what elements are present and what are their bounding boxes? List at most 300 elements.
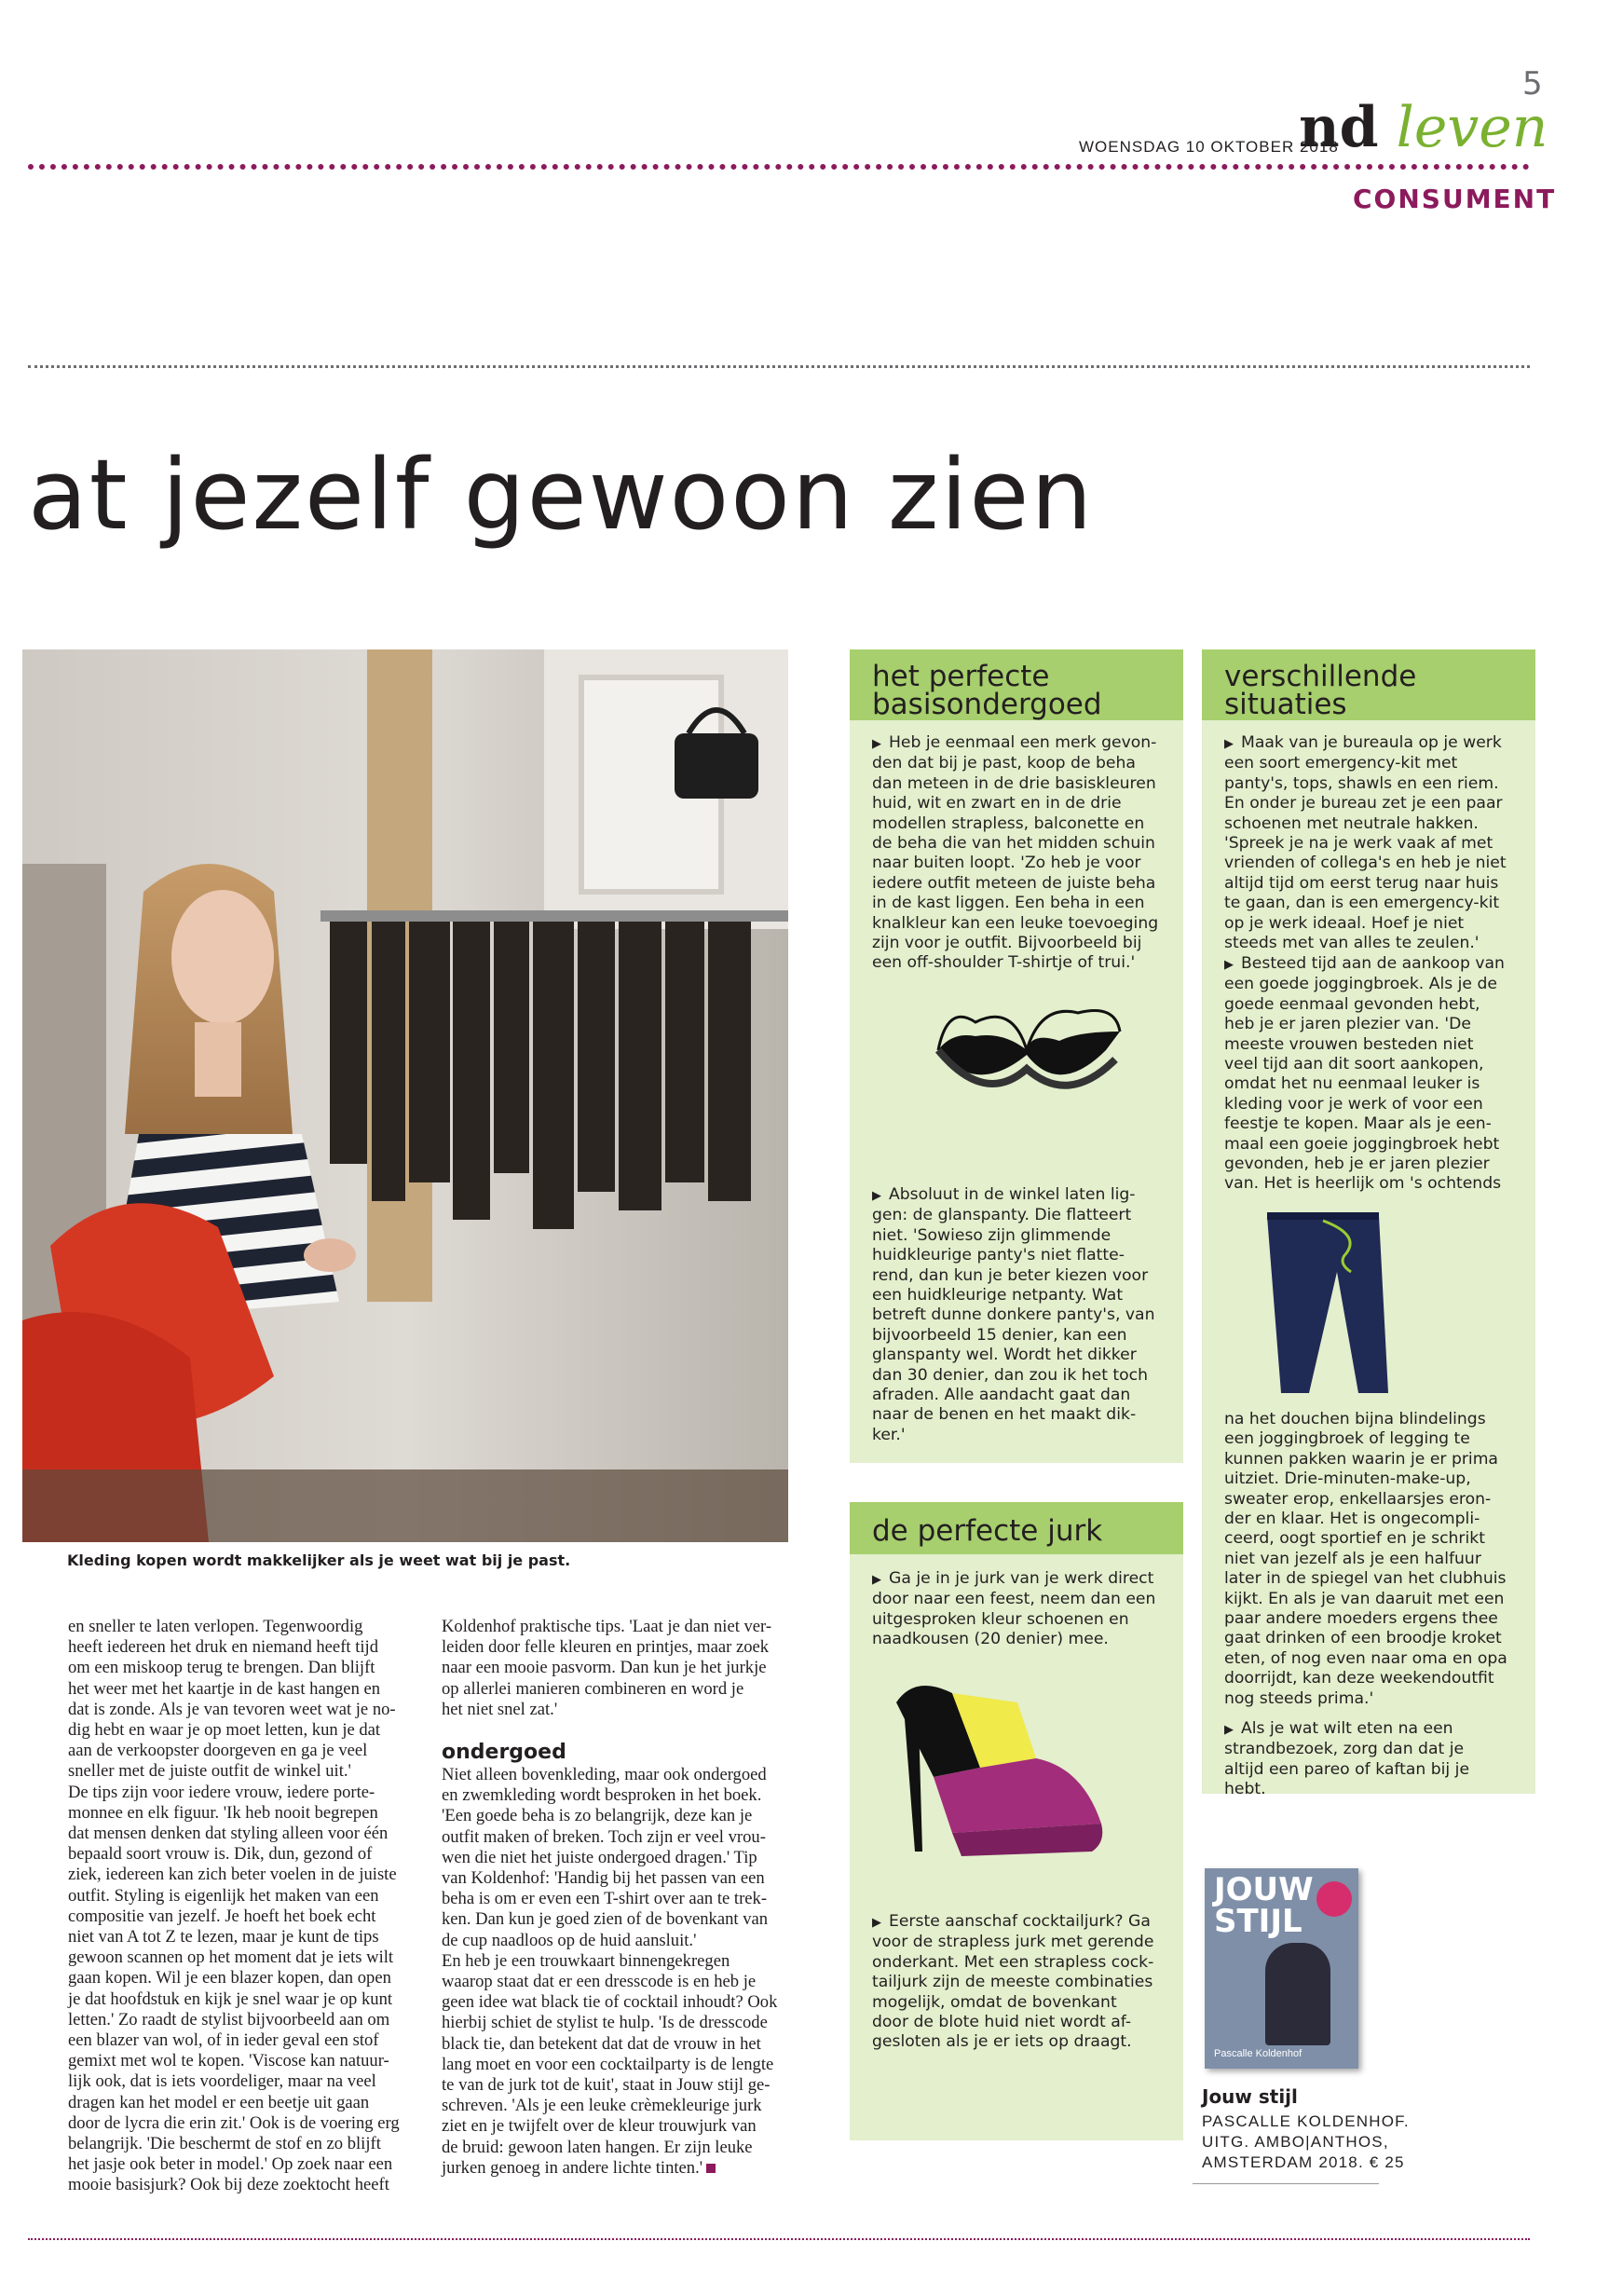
line-text: afraden. Alle aandacht gaat dan xyxy=(872,1386,1131,1405)
line-text: gemixt met wol te kopen. 'Viscose kan natuur- xyxy=(68,2051,389,2071)
tip-line xyxy=(872,1630,1170,1649)
line-text: outfit maken of breken. Toch zijn er veel vrou- xyxy=(442,1826,766,1847)
line-text: heb je er jaren plezier van. 'De xyxy=(1224,1015,1471,1034)
body-line xyxy=(442,1868,798,1889)
line-text: niet van jezelf als je een halfuur xyxy=(1224,1549,1481,1568)
line-text: gen: de glanspanty. Die flatteert xyxy=(872,1206,1132,1225)
body-line xyxy=(68,1761,424,1782)
line-text: dig hebt en waar je op moet letten, kun je dat xyxy=(68,1720,381,1741)
line-text: AMSTERDAM 2018. € 25 xyxy=(1202,2153,1405,2171)
body-line xyxy=(442,1909,798,1930)
line-text: Maak van je bureaula op je werk xyxy=(1241,733,1502,752)
triangle-bullet-icon: ▶ xyxy=(872,1189,881,1203)
tip-paragraph xyxy=(1224,733,1522,953)
line-text: naadkousen (20 denier) mee. xyxy=(872,1630,1109,1649)
line-text: monnee en elk figuur. 'Ik heb nooit begrepen xyxy=(68,1802,378,1823)
line-text: nog steeds prima.' xyxy=(1224,1688,1374,1708)
line-text: hebt. xyxy=(1224,1780,1266,1799)
mid-dotted-divider xyxy=(28,365,1530,368)
tip-line xyxy=(872,953,1170,973)
line-text: eten, of nog even naar oma en opa xyxy=(1224,1648,1507,1668)
tip-paragraph xyxy=(1224,1719,1522,1800)
body-line xyxy=(68,1927,424,1948)
tip-line xyxy=(872,1386,1170,1405)
tip-line xyxy=(1224,774,1522,794)
tip-line xyxy=(1224,975,1522,994)
tip-box-header xyxy=(850,1502,1183,1554)
body-line xyxy=(68,1803,424,1824)
body-line xyxy=(442,1785,798,1806)
line-text: lang moet en voor een cocktailparty is de lengte xyxy=(442,2054,774,2074)
tip-line xyxy=(1224,1550,1522,1569)
tip-line xyxy=(1224,995,1522,1015)
tip-line xyxy=(1224,1760,1522,1780)
line-text: mooie basisjurk? Ook bij deze zoektocht heeft xyxy=(68,2175,389,2195)
tip-line xyxy=(1224,1035,1522,1055)
line-text: bijvoorbeeld 15 denier, kan een xyxy=(872,1325,1127,1345)
line-text: in de kast liggen. Een beha in een xyxy=(872,894,1145,913)
shopping-woman-illustration xyxy=(22,649,788,1542)
body-line xyxy=(68,2051,424,2071)
book-cover-figure xyxy=(1265,1943,1330,2045)
line-text: niet. 'Sowieso zijn glimmende xyxy=(872,1225,1112,1245)
line-text: de cup naadloos op de huid aansluit.' xyxy=(442,1930,697,1950)
body-line xyxy=(442,1931,798,1951)
tip-line xyxy=(872,1973,1170,1992)
line-text: knalkleur kan een leuke toevoeging xyxy=(872,913,1159,933)
column2-intro xyxy=(442,1617,798,1720)
tip-line xyxy=(872,834,1170,854)
line-text: dragen kan het model er een beetje uit gaan xyxy=(68,2092,370,2112)
tip-line xyxy=(1224,733,1522,754)
tip-line xyxy=(1224,1649,1522,1669)
tip-line xyxy=(872,754,1170,773)
tip-box-title-line1: verschillende xyxy=(1224,660,1417,693)
line-text: De tips zijn voor iedere vrouw, iedere porte- xyxy=(68,1782,375,1802)
tip-line xyxy=(872,1346,1170,1365)
tip-line xyxy=(1224,1135,1522,1155)
tip-line xyxy=(1224,1629,1522,1648)
line-text: doorrijdt, kan deze weekendoutfit xyxy=(1224,1669,1494,1688)
body-line xyxy=(442,1972,798,1992)
line-text: hierbij schiet de stylist te hulp. 'Is de dresscode xyxy=(442,2013,768,2033)
tip-line xyxy=(872,1590,1170,1609)
tip-box-title: de perfecte jurk xyxy=(872,1514,1103,1548)
triangle-bullet-icon: ▶ xyxy=(872,737,881,751)
brand-nd: nd xyxy=(1299,95,1379,160)
line-text: door de lycra die erin zit.' Ook is de voering erg xyxy=(68,2112,400,2133)
triangle-bullet-icon: ▶ xyxy=(1224,737,1234,751)
line-text: huidkleurige panty's niet flatte- xyxy=(872,1246,1125,1265)
line-text: vrienden of collega's en heb je niet xyxy=(1224,854,1507,873)
line-text: voor de strapless jurk met gerende xyxy=(872,1933,1154,1952)
tip-line xyxy=(872,774,1170,794)
tip-box-title-line2: basisondergoed xyxy=(872,688,1102,721)
line-text: glanspanty wel. Wordt het dikker xyxy=(872,1346,1137,1365)
body-line xyxy=(68,1783,424,1803)
tip-box-title-line1: het perfecte xyxy=(872,660,1050,693)
tip-line xyxy=(1224,1740,1522,1759)
tip-line xyxy=(872,854,1170,873)
book-meta-line xyxy=(1202,2112,1410,2132)
body-line xyxy=(68,1906,424,1927)
line-text: ziet en je twijfelt over de kleur trouwjurk van xyxy=(442,2116,757,2137)
line-text: kunnen pakken waarin je er prima xyxy=(1224,1449,1498,1469)
body-line xyxy=(442,1889,798,1909)
tip-line xyxy=(1224,1055,1522,1074)
tip-line xyxy=(872,1246,1170,1265)
tip-line xyxy=(1224,1569,1522,1589)
body-line xyxy=(68,1700,424,1720)
line-text: omdat het nu eenmaal leuker is xyxy=(1224,1074,1480,1094)
line-text: het weer met het kaartje in de kast hangen en xyxy=(68,1678,381,1699)
line-text: iedere outfit meteen de juiste beha xyxy=(872,873,1156,893)
tip-line xyxy=(872,874,1170,894)
line-text: Besteed tijd aan de aankoop van xyxy=(1241,954,1505,973)
tip-paragraph xyxy=(872,1185,1170,1445)
tip-paragraph xyxy=(872,733,1170,974)
line-text: waarop staat dat er een dresscode is en heb je xyxy=(442,1972,757,1992)
book-cover xyxy=(1205,1868,1358,2069)
line-text: 'Een goede beha is zo belangrijk, deze kan je xyxy=(442,1806,753,1826)
line-text: ker.' xyxy=(872,1425,906,1444)
line-text: gaan kopen. Wil je een blazer kopen, dan open xyxy=(68,1968,391,1988)
body-line xyxy=(442,1827,798,1848)
tip-line xyxy=(872,1206,1170,1225)
body-line xyxy=(442,2055,798,2075)
line-text: veel tijd aan dit soort aankopen, xyxy=(1224,1055,1484,1074)
line-text: PASCALLE KOLDENHOF. xyxy=(1202,2112,1410,2130)
tip-line xyxy=(1224,894,1522,913)
body-line xyxy=(68,2093,424,2113)
body-line xyxy=(442,2138,798,2158)
tip-line xyxy=(872,1953,1170,1973)
line-text: niet van A tot Z te lezen, maar je kunt de tips xyxy=(68,1927,379,1948)
brand-leven: leven xyxy=(1396,95,1548,160)
line-text: gewoon scannen op het moment dat je iets wilt xyxy=(68,1948,394,1968)
section-label: CONSUMENT xyxy=(1353,184,1557,214)
tip-line xyxy=(872,894,1170,913)
tip-box-header xyxy=(1202,649,1535,720)
top-dotted-divider xyxy=(28,164,1530,170)
body-line xyxy=(68,2154,424,2175)
tip-line xyxy=(1224,1719,1522,1740)
end-mark-icon xyxy=(706,2164,716,2173)
tip-line xyxy=(872,934,1170,953)
line-text: compositie van jezelf. Je hoeft het boek echt xyxy=(68,1906,376,1926)
tip-line xyxy=(1224,794,1522,813)
body-line xyxy=(68,1989,424,2010)
article-photo xyxy=(22,649,788,1542)
tip-line xyxy=(1224,1114,1522,1134)
issue-date: WOENSDAG 10 OKTOBER 2018 xyxy=(1079,138,1339,156)
tip-line xyxy=(872,814,1170,834)
line-text: sneller met de juiste outfit de winkel uit.' xyxy=(68,1761,351,1782)
tip-line xyxy=(1224,1174,1522,1194)
book-cover-title-1: JOUW xyxy=(1214,1871,1314,1908)
line-text: ziek, iedereen kan zich beter voelen in de juiste xyxy=(68,1865,397,1885)
line-text: later in de spiegel van het clubhuis xyxy=(1224,1569,1507,1589)
line-text: je dat hoofdstuk en kijk je snel waar je op kunt xyxy=(68,1988,393,2009)
line-text: zijn voor je outfit. Bijvoorbeeld bij xyxy=(872,934,1142,953)
body-line xyxy=(442,2013,798,2033)
body-line xyxy=(68,1658,424,1678)
line-text: Niet alleen bovenkleding, maar ook ondergoed xyxy=(442,1765,767,1785)
line-text: En onder je bureau zet je een paar xyxy=(1224,794,1503,813)
line-text: door naar een feest, neem dan een xyxy=(872,1590,1156,1609)
body-line xyxy=(442,1679,798,1700)
tip-line xyxy=(1224,1490,1522,1510)
tip-line xyxy=(872,794,1170,813)
line-text: naar een mooie pasvorm. Dan kun je het jurkje xyxy=(442,1658,767,1678)
line-text: maal een goeie joggingbroek hebt xyxy=(1224,1134,1500,1154)
tip-line xyxy=(872,1993,1170,2013)
tip-line xyxy=(872,1226,1170,1246)
line-text: Heb je eenmaal een merk gevon- xyxy=(889,733,1157,752)
body-line xyxy=(68,2010,424,2030)
body-line xyxy=(68,1679,424,1700)
tip-box-header xyxy=(850,649,1183,720)
column2-body xyxy=(442,1765,798,2179)
triangle-bullet-icon: ▶ xyxy=(1224,1723,1234,1737)
line-text: na het douchen bijna blindelings xyxy=(1224,1410,1486,1428)
tip-line xyxy=(1224,1529,1522,1549)
line-text: gevonden, heb je er jaren plezier xyxy=(1224,1155,1490,1174)
line-text: leiden door felle kleuren en printjes, maar zoek xyxy=(442,1637,770,1658)
body-line xyxy=(68,1968,424,1988)
line-text: te van de jurk tot de kuit', staat in Jouw stijl ge- xyxy=(442,2075,771,2096)
line-text: meeste vrouwen besteden niet xyxy=(1224,1034,1474,1054)
tip-line xyxy=(1224,1450,1522,1469)
book-meta xyxy=(1202,2112,1410,2173)
line-text: een huidkleurige netpanty. Wat xyxy=(872,1286,1124,1305)
line-text: mogelijk, omdat de bovenkant xyxy=(872,1992,1117,2012)
line-text: Ga je in je jurk van je werk direct xyxy=(889,1569,1154,1588)
tip-line xyxy=(872,1286,1170,1305)
body-line xyxy=(442,1806,798,1826)
tip-line xyxy=(1224,854,1522,873)
tip-line xyxy=(1224,1429,1522,1449)
line-text: bepaald soort vrouw is. Dik, dun, gezond of xyxy=(68,1844,373,1865)
line-text: kleding voor je werk of voor een xyxy=(1224,1094,1483,1114)
line-text: Als je wat wilt eten na een xyxy=(1241,1719,1453,1738)
line-text: onderkant. Met een strapless cock- xyxy=(872,1952,1154,1972)
book-cover-author: Pascalle Koldenhof xyxy=(1214,2048,1302,2059)
line-text: van. Het is heerlijk om 's ochtends xyxy=(1224,1174,1502,1194)
book-cover-badge xyxy=(1316,1881,1352,1917)
line-text: rend, dan kun je beter kiezen voor xyxy=(872,1265,1149,1285)
body-line xyxy=(68,1886,424,1906)
tip-line xyxy=(872,2013,1170,2032)
body-line xyxy=(68,2134,424,2154)
line-text: op je werk ideaal. Hoef je niet xyxy=(1224,913,1465,933)
photo-caption: Kleding kopen wordt makkelijker als je weet wat bij je past. xyxy=(67,1551,571,1569)
book-title: Jouw stijl xyxy=(1202,2085,1298,2108)
line-text: goede eenmaal gevonden hebt, xyxy=(1224,994,1480,1014)
line-text: betreft dunne donkere panty's, van xyxy=(872,1305,1155,1325)
line-text: gesloten als je er iets op draagt. xyxy=(872,2032,1132,2052)
body-line xyxy=(442,1992,798,2013)
body-line xyxy=(68,2030,424,2051)
line-text: ceerd, oogt sportief en je schrikt xyxy=(1224,1529,1485,1549)
line-text: een soort emergency-kit met xyxy=(1224,754,1458,773)
tip-paragraph xyxy=(1224,1410,1522,1709)
line-text: geen idee wat black tie of cocktail inhoudt? Ook xyxy=(442,1992,778,2013)
tip-line xyxy=(1224,1590,1522,1609)
line-text: Absoluut in de winkel laten lig- xyxy=(889,1185,1136,1204)
body-line xyxy=(68,1948,424,1968)
line-text: Eerste aanschaf cocktailjurk? Ga xyxy=(889,1912,1151,1931)
tip-box-basisondergoed xyxy=(850,649,1183,1463)
body-line xyxy=(442,1700,798,1720)
line-text: huid, wit en zwart en in de drie xyxy=(872,794,1122,813)
line-text: tailjurk zijn de meeste combinaties xyxy=(872,1973,1153,1992)
line-text: ken. Dan kun je goed zien of de bovenkant van xyxy=(442,1909,769,1930)
tip-line xyxy=(872,2032,1170,2052)
body-line xyxy=(442,2096,798,2116)
tip-line xyxy=(1224,1469,1522,1489)
line-text: de beha die van het midden schuin xyxy=(872,834,1155,854)
line-text: strandbezoek, zorg dan dat je xyxy=(1224,1740,1465,1759)
tip-line xyxy=(872,733,1170,754)
body-line xyxy=(442,1658,798,1678)
brand-logo xyxy=(1299,95,1548,160)
line-text: beha is om er even een T-shirt over aan te trek- xyxy=(442,1889,768,1909)
tip-line xyxy=(872,1933,1170,1952)
line-text: altijd tijd om eerst terug naar huis xyxy=(1224,873,1499,893)
subhead-ondergoed: ondergoed xyxy=(442,1741,566,1765)
line-text: door de blote huid niet wordt af- xyxy=(872,2013,1132,2032)
tip-line xyxy=(1224,1609,1522,1629)
tip-line xyxy=(872,1305,1170,1325)
line-text: dan meteen in de drie basiskleuren xyxy=(872,773,1156,793)
tip-line xyxy=(872,1610,1170,1630)
line-text: black tie, dan betekent dat dat de vrouw in het xyxy=(442,2033,761,2054)
tip-line xyxy=(872,914,1170,934)
bottom-dotted-divider xyxy=(28,2238,1530,2240)
tip-line xyxy=(1224,1074,1522,1094)
tip-line xyxy=(872,1185,1170,1206)
body-line xyxy=(442,2158,798,2179)
shoe-image xyxy=(878,1665,1120,1879)
line-text: dat is zonde. Als je van tevoren weet wat je no- xyxy=(68,1699,396,1719)
tip-line xyxy=(1224,1689,1522,1709)
line-text: UITG. AMBO|ANTHOS, xyxy=(1202,2133,1389,2151)
triangle-bullet-icon: ▶ xyxy=(872,1573,881,1587)
tip-line xyxy=(872,1912,1170,1933)
line-text: een goede joggingbroek. Als je de xyxy=(1224,975,1497,994)
triangle-bullet-icon: ▶ xyxy=(1224,958,1234,972)
line-text: paar andere moeders ergens thee xyxy=(1224,1609,1498,1629)
body-line xyxy=(442,1617,798,1637)
line-text: van Koldenhof: 'Handig bij het passen van een xyxy=(442,1868,765,1889)
line-text: dan 30 denier, dan zou ik het toch xyxy=(872,1365,1149,1385)
body-line xyxy=(442,1765,798,1785)
line-text: uitgesproken kleur schoenen en xyxy=(872,1609,1129,1629)
line-text: aan de verkoopster doorgeven en ga je veel xyxy=(68,1741,368,1761)
line-text: dat mensen denken dat styling alleen voor één xyxy=(68,1824,389,1844)
tip-line xyxy=(1224,1410,1522,1429)
tip-line xyxy=(1224,954,1522,975)
line-text: uitziet. Drie-minuten-make-up, xyxy=(1224,1469,1471,1489)
tip-box-situaties xyxy=(1202,649,1535,1799)
body-line xyxy=(68,1824,424,1844)
line-text: outfit. Styling is eigenlijk het maken van een xyxy=(68,1885,379,1906)
book-divider xyxy=(1193,2183,1379,2184)
tip-box-title-line2: situaties xyxy=(1224,688,1347,721)
line-text: schoenen met neutrale hakken. xyxy=(1224,813,1479,833)
line-text: der en klaar. Het is ongecompli- xyxy=(1224,1510,1480,1529)
line-text: en zwemkleding wordt besproken in het boek. xyxy=(442,1785,762,1806)
line-text: gaat drinken of een broodje kroket xyxy=(1224,1629,1502,1648)
line-text: Koldenhof praktische tips. 'Laat je dan niet ver- xyxy=(442,1617,772,1636)
tip-paragraph xyxy=(872,1912,1170,2053)
line-text: kijkt. En als je van daaruit met een xyxy=(1224,1589,1505,1608)
tip-line xyxy=(1224,914,1522,934)
line-text: om een miskoop terug te brengen. Dan blijft xyxy=(68,1658,375,1678)
line-text: lijk ook, dat is iets voordeliger, maar na veel xyxy=(68,2071,376,2092)
line-text: heeft iedereen het druk en niemand heeft tijd xyxy=(68,1637,378,1658)
line-text: wen die niet het juiste ondergoed dragen.' Tip xyxy=(442,1847,757,1867)
book-cover-title-2: STIJL xyxy=(1214,1903,1302,1940)
line-text: het niet snel zat.' xyxy=(442,1699,558,1719)
book-meta-line xyxy=(1202,2132,1410,2152)
line-text: naar de benen en het maakt dik- xyxy=(872,1405,1137,1425)
page-number: 5 xyxy=(1522,65,1543,102)
line-text: te gaan, dan is een emergency-kit xyxy=(1224,894,1500,913)
triangle-bullet-icon: ▶ xyxy=(872,1916,881,1930)
body-line xyxy=(68,2175,424,2195)
line-text: naar buiten loopt. 'Zo heb je voor xyxy=(872,854,1141,873)
tip-paragraph xyxy=(872,1569,1170,1650)
body-line xyxy=(442,1951,798,1972)
book-meta-line xyxy=(1202,2152,1410,2173)
tip-line xyxy=(1224,1015,1522,1034)
tip-line xyxy=(1224,814,1522,834)
tip-line xyxy=(1224,834,1522,854)
line-text: modellen strapless, balconette en xyxy=(872,813,1145,833)
tip-line xyxy=(1224,1780,1522,1799)
line-text: belangrijk. 'Die beschermt de stof en zo blijft xyxy=(68,2134,381,2154)
tip-box-jurk xyxy=(850,1502,1183,2140)
body-line xyxy=(68,2071,424,2092)
tip-line xyxy=(872,1366,1170,1386)
line-text: panty's, tops, shawls en een riem. xyxy=(1224,773,1499,793)
body-line xyxy=(68,1865,424,1885)
body-line xyxy=(68,1741,424,1761)
tip-line xyxy=(1224,1510,1522,1529)
body-line xyxy=(68,1617,424,1637)
line-text: 'Spreek je na je werk vaak af met xyxy=(1224,834,1493,854)
tip-line xyxy=(872,1569,1170,1590)
tip-line xyxy=(872,1266,1170,1286)
line-text: het jasje ook beter in model.' Op zoek naar een xyxy=(68,2154,393,2175)
body-line xyxy=(442,2034,798,2055)
article-headline: at jezelf gewoon zien xyxy=(28,438,1095,552)
tip-line xyxy=(872,1426,1170,1445)
body-line xyxy=(68,2113,424,2134)
line-text: jurken genoeg in andere lichte tinten.' xyxy=(442,2157,703,2178)
body-line xyxy=(442,1848,798,1868)
line-text: op allerlei manieren combineren en word je xyxy=(442,1678,744,1699)
body-line xyxy=(442,2116,798,2137)
line-text: schreven. 'Als je een leuke crèmekleurige jurk xyxy=(442,2096,762,2116)
tip-line xyxy=(1224,1155,1522,1174)
line-text: En heb je een trouwkaart binnengekregen xyxy=(442,1950,730,1971)
tip-line xyxy=(1224,934,1522,953)
tip-paragraph xyxy=(1224,954,1522,1195)
body-line xyxy=(68,1844,424,1865)
